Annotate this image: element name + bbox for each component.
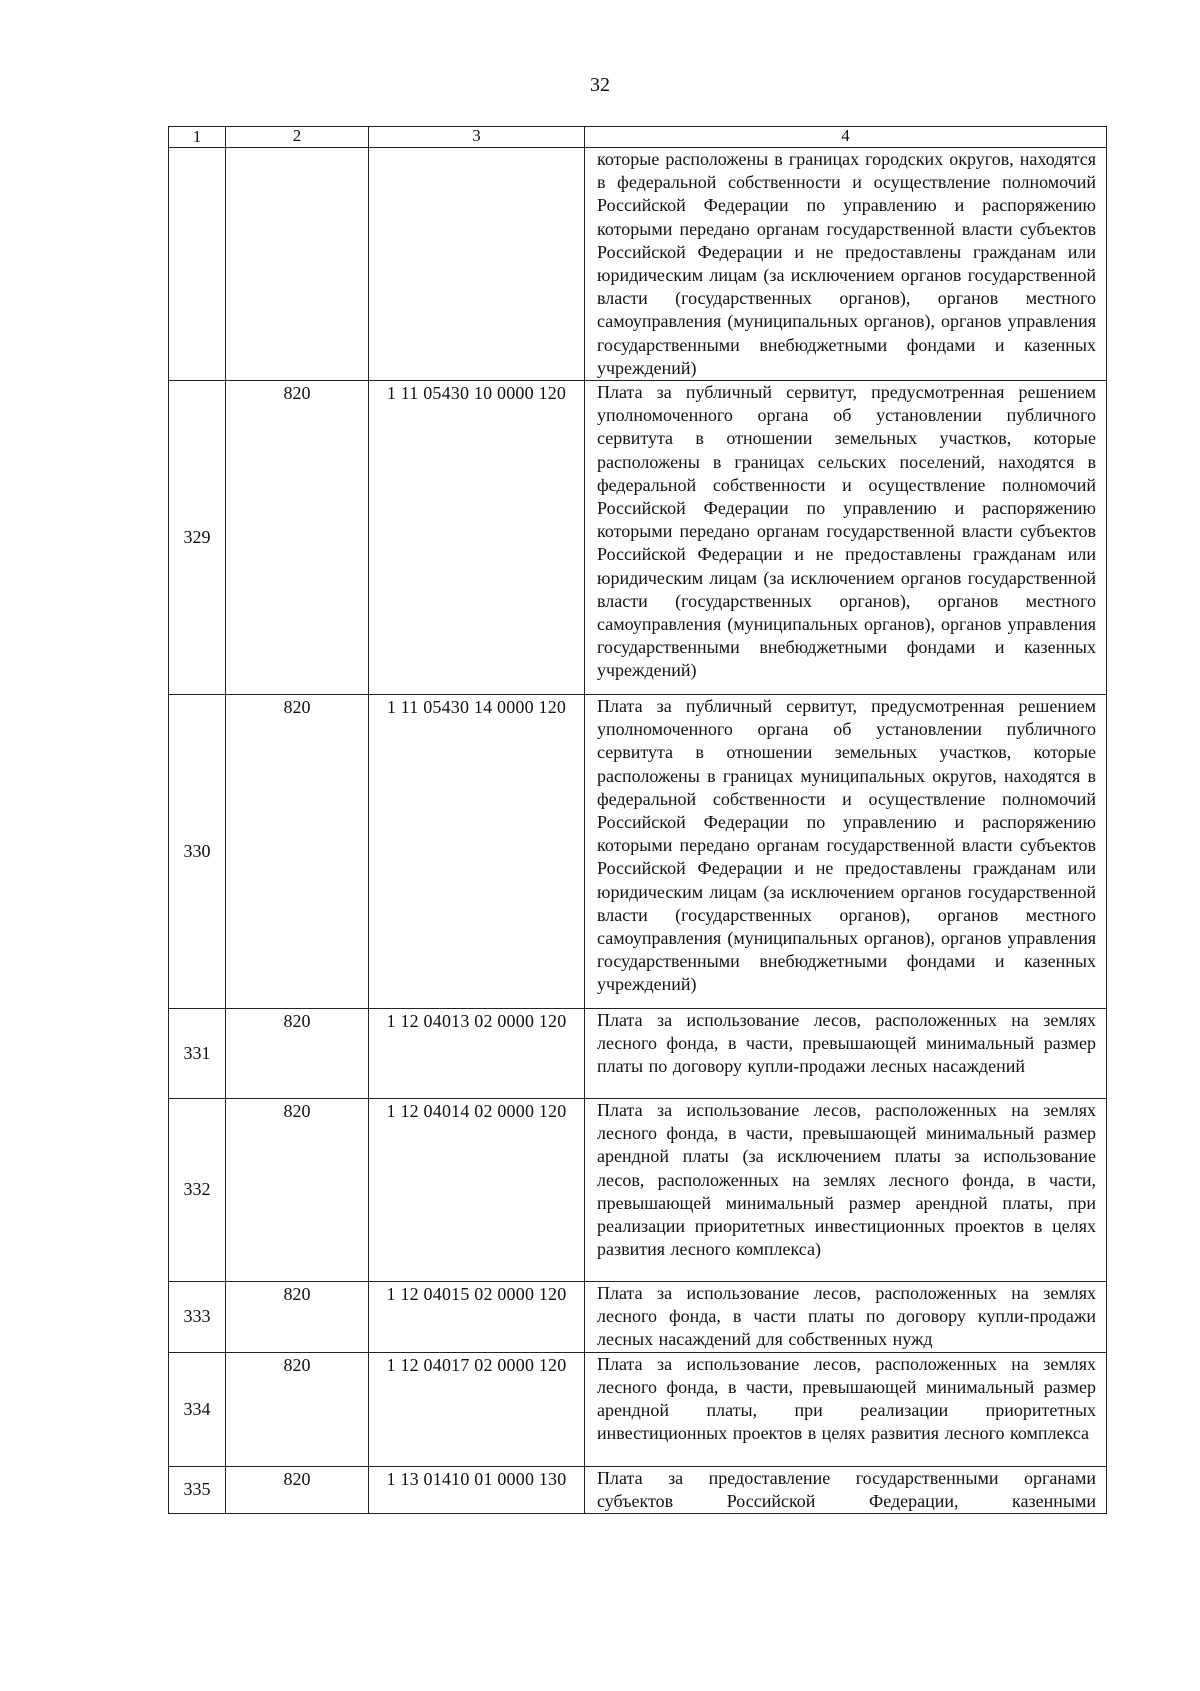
- row-description: Плата за использование лесов, расположенных на землях лесного фонда, в части платы по договору купли-продажи лесных насаждений для собственных нужд: [597, 1283, 1096, 1350]
- column-header-2: 2: [226, 127, 369, 148]
- kbk-code: 1 12 04014 02 0000 120: [386, 1101, 567, 1122]
- kbk-code: 1 12 04017 02 0000 120: [386, 1354, 567, 1375]
- table-row: [169, 381, 1107, 695]
- admin-code: 820: [283, 1284, 311, 1305]
- table-row: [169, 1099, 1107, 1282]
- admin-code: 820: [283, 697, 311, 718]
- column-header-4: 4: [585, 127, 1107, 148]
- admin-code: 820: [283, 1468, 311, 1489]
- row-description: Плата за использование лесов, расположенных на землях лесного фонда, в части, превышающей минимальный размер платы по договору купли-продажи лесных насаждений: [597, 1010, 1096, 1077]
- row-number: 335: [169, 1466, 226, 1513]
- table-header-row: [169, 127, 1107, 148]
- row-description: которые расположены в границах городских округов, находятся в федеральной собственности и осуществление полномочий Российской Федерации по управлению и распоряжению которыми передано органам государственной власти субъектов Российской Федерации и не предоставлены гражданам или юридическим лицам (за исключением органов государственной власти (государственных органов), органов местного самоуправления (муниципальных органов), органов управления государственными внебюджетными фондами и казенных учреждений): [597, 149, 1096, 378]
- table-row: [169, 1352, 1107, 1466]
- kbk-code: 1 12 04013 02 0000 120: [386, 1011, 567, 1032]
- row-number: 329: [169, 381, 226, 695]
- table-row: [169, 1466, 1107, 1513]
- page-number: 32: [590, 74, 610, 96]
- kbk-code: 1 11 05430 10 0000 120: [386, 383, 567, 404]
- table-row: [169, 1282, 1107, 1353]
- column-header-1: 1: [169, 127, 226, 148]
- row-description: Плата за публичный сервитут, предусмотренная решением уполномоченного органа об установлении публичного сервитута в отношении земельных участков, которые расположены в границах сельских поселений, находятся в федеральной собственности и осуществление полномочий Российской Федерации по управлению и распоряжению которыми передано органам государственной власти субъектов Российской Федерации и не предоставлены гражданам или юридическим лицам (за исключением органов государственной власти (государственных органов), органов местного самоуправления (муниципальных органов), органов управления государственными внебюджетными фондами и казенных учреждений): [597, 382, 1096, 681]
- admin-code: [226, 148, 369, 381]
- row-number: 333: [169, 1282, 226, 1353]
- table-row: [169, 148, 1107, 381]
- kbk-code: [369, 148, 585, 381]
- kbk-code: 1 13 01410 01 0000 130: [386, 1468, 567, 1489]
- row-description: Плата за предоставление государственными органами субъектов Российской Федерации, казенными: [597, 1467, 1096, 1511]
- kbk-code: 1 11 05430 14 0000 120: [386, 697, 567, 718]
- table-row: [169, 695, 1107, 1009]
- admin-code: 820: [283, 1101, 311, 1122]
- row-number: 334: [169, 1352, 226, 1466]
- row-description: Плата за использование лесов, расположенных на землях лесного фонда, в части, превышающей минимальный размер арендной платы (за исключением платы за использование лесов, расположенных на землях лесного фонда, в части, превышающей минимальный размер арендной платы, при реализации приоритетных инвестиционных проектов в целях развития лесного комплекса): [597, 1100, 1096, 1260]
- revenue-codes-table: [168, 126, 1107, 1514]
- column-header-3: 3: [369, 127, 585, 148]
- admin-code: 820: [283, 1354, 311, 1375]
- row-number: 330: [169, 695, 226, 1009]
- row-number: [169, 148, 226, 381]
- admin-code: 820: [283, 1011, 311, 1032]
- row-number: 332: [169, 1099, 226, 1282]
- row-description: Плата за использование лесов, расположенных на землях лесного фонда, в части, превышающей минимальный размер арендной платы, при реализации приоритетных инвестиционных проектов в целях развития лесного комплекса: [597, 1353, 1096, 1444]
- table-row: [169, 1009, 1107, 1099]
- kbk-code: 1 12 04015 02 0000 120: [386, 1284, 567, 1305]
- row-description: Плата за публичный сервитут, предусмотренная решением уполномоченного органа об установлении публичного сервитута в отношении земельных участков, которые расположены в границах муниципальных округов, находятся в федеральной собственности и осуществление полномочий Российской Федерации по управлению и распоряжению которыми передано органам государственной власти субъектов Российской Федерации и не предоставлены гражданам или юридическим лицам (за исключением органов государственной власти (государственных органов), органов местного самоуправления (муниципальных органов), органов управления государственными внебюджетными фондами и казенных учреждений): [597, 696, 1096, 995]
- admin-code: 820: [283, 383, 311, 404]
- row-number: 331: [169, 1009, 226, 1099]
